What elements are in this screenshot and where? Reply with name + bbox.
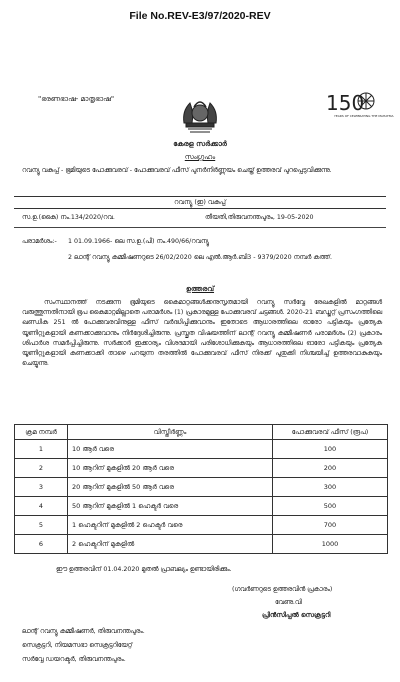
- serial-cell: 6: [15, 535, 68, 554]
- go-number: സ.ഉ.(കൈ) നം.134/2020/റവ.: [22, 214, 115, 221]
- government-name: കേരള സർക്കാർ: [173, 140, 227, 148]
- signatory-designation: പ്രിൻസിപ്പൽ സെക്രട്ടറി: [262, 611, 331, 619]
- recipient-item: സർവ്വേ ഡയറക്ടർ, തിരുവനന്തപുരം.: [22, 656, 126, 663]
- signatory-name: വേണു.വി: [275, 599, 302, 606]
- area-cell: 10 ആറിന് മുകളിൽ 20 ആർ വരെ: [68, 459, 273, 478]
- table-row: [15, 459, 388, 478]
- abstract-heading: സംഗ്രഹം: [184, 153, 216, 161]
- column-header-serial: ക്രമ നമ്പർ: [15, 425, 68, 440]
- anniversary-caption: YEARS OF CELEBRATING THE MAHATMA: [334, 114, 394, 118]
- serial-cell: 1: [15, 440, 68, 459]
- table-row: [15, 535, 388, 554]
- by-order-line: (ഗവർണറുടെ ഉത്തരവിൻ പ്രകാരം): [232, 586, 333, 593]
- order-paragraph: സംസ്ഥാനത്ത് നടക്കുന്ന ഭൂമിയുടെ കൈമാറ്റങ്ങൾക്കനുസൃതമായി റവന്യൂ സർവ്വേ രേഖകളിൽ മാറ്റങ്ങൾ വരുത്തുന്നതിനായി ഭൂപ കൈമാറ്റമില്ലാതെ പരാമർശം (1) പ്രകാരമുള്ള പോക്കുവരവ് ചട്ടങ്ങൾ. 2020-21 ബഡ്ജറ്റ് പ്രസംഗത്തിലെ ഖണ്ഡിക 251 ൽ പോക്കുവരവിനുള്ള ഫീസ് വർദ്ധിപ്പിക്കുവാനും ഇതോടെ ആധാരത്തിലെ ഓരോ പട്ടികയും പ്രത്യേക യൂണിറ്റുകളായി കണക്കാക്കുവാനും നിർദ്ദേശിച്ചിരുന്നു. പ്രസ്തുത വിഷയത്തിന് ലാന്റ് റവന്യൂ കമ്മീഷണർ പരാമർശം (2) പ്രകാരം ശിപാർശ സമർപ്പിച്ചിരുന്നു. സർക്കാർ ഇക്കാര്യം വിശദമായി പരിശോധിക്കുകയും ആധാരത്തിലെ ഓരോ പട്ടികയും പ്രത്യേക യൂണിറ്റുകളായി കണക്കാക്കി താഴെ പറയുന്ന തരത്തിൽ പോക്കുവരവ് ഫീസ് നിരക്ക് പുതുക്കി നിശ്ചയിച്ച് ഉത്തരവാകുകയും ചെയ്യുന്നു.: [22, 299, 382, 368]
- fee-cell: 200: [273, 459, 388, 478]
- table-row: [15, 440, 388, 459]
- table-row: [15, 497, 388, 516]
- divider: [14, 227, 386, 228]
- order-subject: റവന്യൂ വകുപ്പ് - ഭൂമിയുടെ പോക്കുവരവ് - പോക്കുവരവ് ഫീസ് പുനർനിർണ്ണയം ചെയ്ത് ഉത്തരവ് പുറപ്പെടുവിക്കുന്നു.: [22, 167, 332, 174]
- anniversary-number: 150: [326, 91, 365, 115]
- fee-cell: 1000: [273, 535, 388, 554]
- file-number: File No.REV-E3/97/2020-REV: [129, 10, 271, 22]
- serial-cell: 2: [15, 459, 68, 478]
- serial-cell: 3: [15, 478, 68, 497]
- department-band: റവന്യൂ (ഇ) വകുപ്പ്: [14, 196, 386, 209]
- area-cell: 20 ആറിന് മുകളിൽ 50 ആർ വരെ: [68, 478, 273, 497]
- serial-cell: 4: [15, 497, 68, 516]
- go-date: തീയതി,തിരുവനന്തപുരം, 19-05-2020: [205, 214, 314, 221]
- area-cell: 1 ഹെക്ടറിന് മുകളിൽ 2 ഹെക്ടർ വരെ: [68, 516, 273, 535]
- table-header-row: [15, 425, 388, 440]
- language-slogan: "ഭരണഭാഷ- മാതൃഭാഷ": [38, 95, 115, 103]
- column-header-fee: പോക്കുവരവ് ഫീസ് (രൂപ): [273, 425, 388, 440]
- reference-item: 1 01.09.1966- ലെ സ.ഉ.(പി) നം.490/66/റവന്യൂ: [68, 238, 209, 245]
- recipient-item: ലാന്റ് റവന്യൂ കമ്മീഷണർ, തിരുവനന്തപുരം.: [22, 628, 145, 635]
- effective-date-note: ഈ ഉത്തരവിന് 01.04.2020 മുതൽ പ്രാബല്യം ഉണ്ടായിരിക്കും.: [56, 566, 232, 573]
- reference-label: പരാമർശം:-: [22, 238, 57, 245]
- area-cell: 50 ആറിന് മുകളിൽ 1 ഹെക്ടർ വരെ: [68, 497, 273, 516]
- area-cell: 10 ആർ വരെ: [68, 440, 273, 459]
- fee-cell: 300: [273, 478, 388, 497]
- fee-table: [14, 424, 388, 554]
- table-row: [15, 478, 388, 497]
- recipient-item: സെക്രട്ടറി, നിയമസഭാ സെക്രട്ടറിയേറ്റ്: [22, 642, 133, 649]
- order-heading: ഉത്തരവ്: [185, 285, 215, 293]
- gandhi-150-logo: [322, 88, 394, 132]
- fee-cell: 700: [273, 516, 388, 535]
- table-row: [15, 516, 388, 535]
- reference-item: 2 ലാന്റ് റവന്യൂ കമ്മീഷണറുടെ 26/02/2020 ലെ എൽ.ആർ.ബി3 - 9379/2020 നമ്പർ കത്ത്.: [68, 254, 332, 261]
- fee-cell: 500: [273, 497, 388, 516]
- fee-cell: 100: [273, 440, 388, 459]
- serial-cell: 5: [15, 516, 68, 535]
- area-cell: 2 ഹെക്ടറിന് മുകളിൽ: [68, 535, 273, 554]
- column-header-area: വിസ്തീർണ്ണം: [68, 425, 273, 440]
- kerala-emblem-icon: [176, 93, 224, 137]
